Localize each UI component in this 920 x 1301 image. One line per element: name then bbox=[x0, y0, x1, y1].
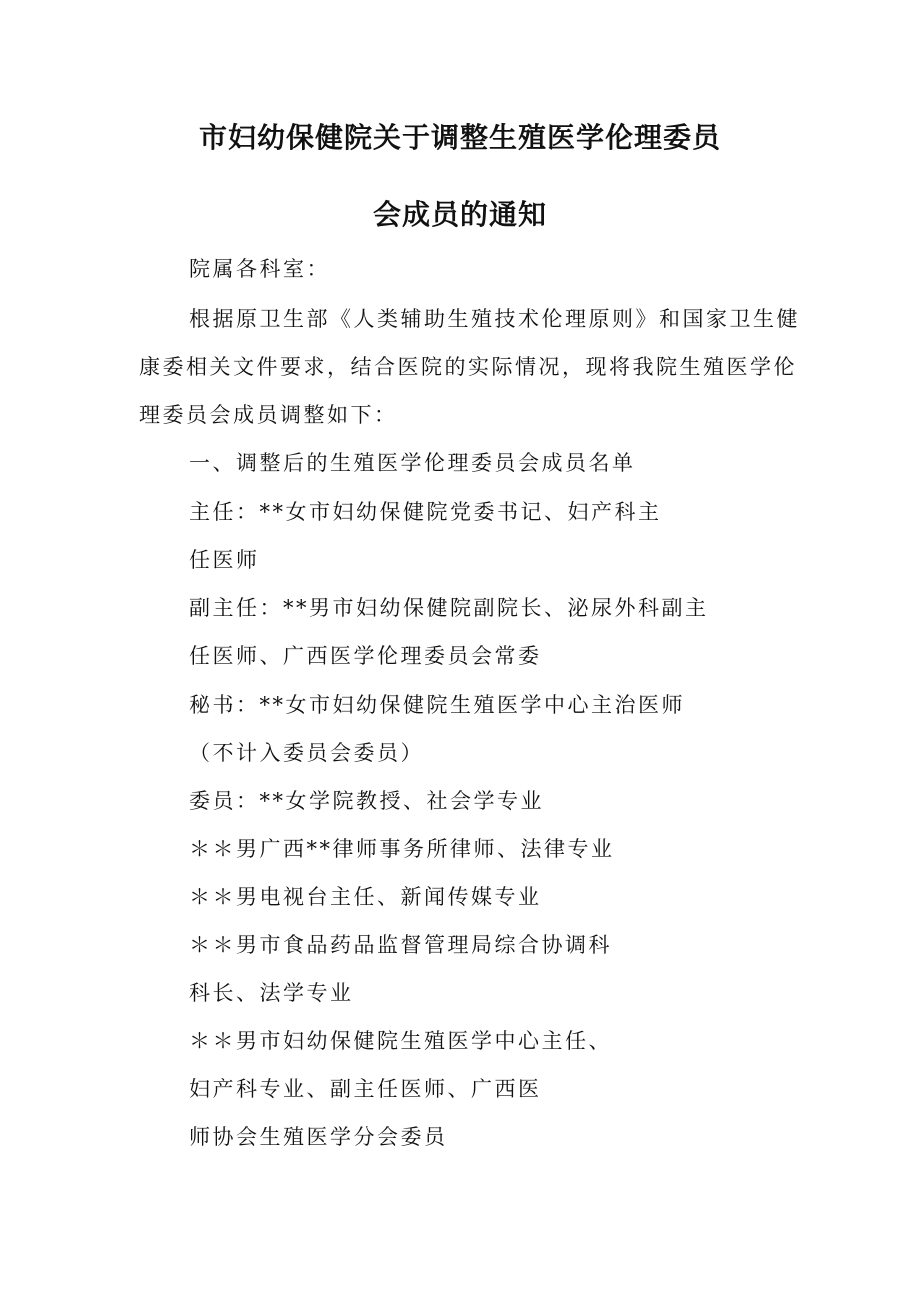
director-line-1: 主任：**女市妇幼保健院党委书记、妇产科主 bbox=[189, 500, 662, 524]
vice-director-line-1: 副主任：**男市妇幼保健院副院长、泌尿外科副主 bbox=[189, 596, 709, 620]
body-paragraph-line-1: 根据原卫生部《人类辅助生殖技术伦理原则》和国家卫生健 bbox=[189, 307, 800, 331]
secretary-line-2: （不计入委员会委员） bbox=[189, 741, 424, 765]
member-5-line-3: 师协会生殖医学分会委员 bbox=[189, 1125, 448, 1149]
notice-title-line-2: 会成员的通知 bbox=[372, 198, 547, 231]
director-line-2: 任医师 bbox=[189, 548, 260, 572]
salutation: 院属各科室： bbox=[189, 257, 330, 281]
member-4-line-1: ＊＊男市食品药品监督管理局综合协调科 bbox=[189, 933, 612, 957]
notice-title-line-1: 市妇幼保健院关于调整生殖医学伦理委员 bbox=[198, 121, 721, 154]
member-1: 委员：**女学院教授、社会学专业 bbox=[189, 789, 544, 813]
member-2: ＊＊男广西**律师事务所律师、法律专业 bbox=[189, 837, 615, 861]
body-paragraph-line-3: 理委员会成员调整如下： bbox=[139, 403, 398, 427]
member-5-line-2: 妇产科专业、副主任医师、广西医 bbox=[189, 1077, 542, 1101]
member-4-line-2: 科长、法学专业 bbox=[189, 981, 354, 1005]
secretary-line-1: 秘书：**女市妇幼保健院生殖医学中心主治医师 bbox=[189, 693, 685, 717]
member-5-line-1: ＊＊男市妇幼保健院生殖医学中心主任、 bbox=[189, 1029, 612, 1053]
vice-director-line-2: 任医师、广西医学伦理委员会常委 bbox=[189, 644, 542, 668]
member-3: ＊＊男电视台主任、新闻传媒专业 bbox=[189, 885, 542, 909]
section-heading: 一、调整后的生殖医学伦理委员会成员名单 bbox=[189, 451, 636, 475]
body-paragraph-line-2: 康委相关文件要求，结合医院的实际情况，现将我院生殖医学伦 bbox=[139, 355, 797, 379]
